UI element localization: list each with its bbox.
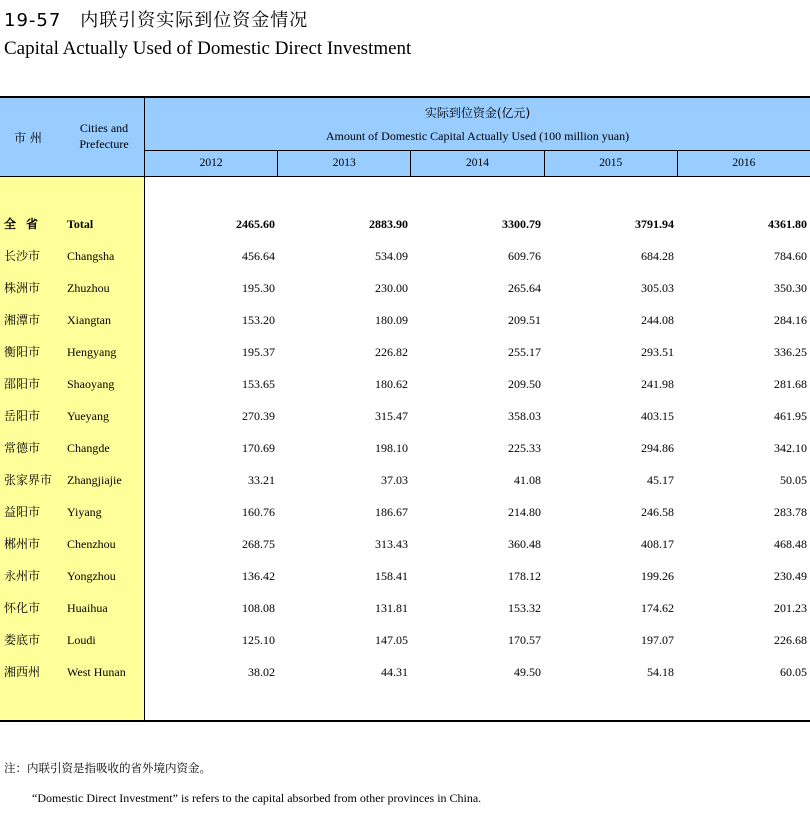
table-cell-value: 342.10 [774, 441, 807, 455]
table-cell-value: 209.50 [508, 377, 541, 391]
table-row [0, 470, 810, 490]
table-cell-value: 4361.80 [768, 217, 807, 231]
table-row-total [0, 214, 810, 234]
table-cell-value: 358.03 [508, 409, 541, 423]
row-label-english: Yongzhou [67, 569, 116, 583]
table-cell-value: 3791.94 [635, 217, 674, 231]
table-cell-value: 147.05 [375, 633, 408, 647]
table-cell-value: 41.08 [514, 473, 541, 487]
table-cell-value: 50.05 [780, 473, 807, 487]
table-cell-value: 2465.60 [236, 217, 275, 231]
table-cell-value: 49.50 [514, 665, 541, 679]
row-label-english: Loudi [67, 633, 96, 647]
group-header-chinese: 实际到位资金(亿元) [424, 106, 531, 120]
table-cell-value: 456.64 [242, 249, 275, 263]
table-cell-value: 186.67 [375, 505, 408, 519]
table-cell-value: 180.09 [375, 313, 408, 327]
table-row [0, 502, 810, 522]
table-cell-value: 54.18 [647, 665, 674, 679]
row-label-english: Zhangjiajie [67, 473, 122, 487]
table-cell-value: 45.17 [647, 473, 674, 487]
table-row [0, 406, 810, 426]
row-label-chinese: 长沙市 [4, 249, 41, 263]
table-cell-value: 125.10 [242, 633, 275, 647]
table-cell-value: 403.15 [641, 409, 674, 423]
row-label-english: West Hunan [67, 665, 126, 679]
year-header: 2015 [545, 151, 678, 177]
table-cell-value: 153.32 [508, 601, 541, 615]
table-cell-value: 294.86 [641, 441, 674, 455]
row-label-english: Zhuzhou [67, 281, 110, 295]
row-label-chinese: 株洲市 [4, 281, 41, 295]
table-cell-value: 283.78 [774, 505, 807, 519]
row-label-chinese: 常德市 [4, 441, 41, 455]
table-cell-value: 336.25 [774, 345, 807, 359]
table-row [0, 534, 810, 554]
table-cell-value: 315.47 [375, 409, 408, 423]
table-cell-value: 38.02 [248, 665, 275, 679]
row-label-english: Hengyang [67, 345, 117, 359]
row-label-chinese: 怀化市 [4, 601, 41, 615]
table-row [0, 566, 810, 586]
year-header: 2016 [732, 157, 756, 169]
row-label-chinese: 全省 [4, 217, 49, 231]
group-header-english: Amount of Domestic Capital Actually Used (100 million yuan) [325, 129, 630, 143]
table-cell-value: 60.05 [780, 665, 807, 679]
page-title-english: Capital Actually Used of Domestic Direct Investment [4, 38, 412, 59]
table-cell-value: 2883.90 [369, 217, 408, 231]
table-cell-value: 350.30 [774, 281, 807, 295]
row-label-english: Shaoyang [67, 377, 115, 391]
row-label-chinese: 岳阳市 [4, 409, 41, 423]
table-row [0, 246, 810, 266]
row-label-chinese: 湘潭市 [4, 313, 41, 327]
row-label-english: Changde [67, 441, 110, 455]
row-label-chinese: 湘西州 [4, 665, 41, 679]
table-cell-value: 178.12 [508, 569, 541, 583]
table-cell-value: 170.69 [242, 441, 275, 455]
row-label-english: Yiyang [67, 505, 102, 519]
year-header: 2013 [278, 151, 411, 177]
table-cell-value: 3300.79 [502, 217, 541, 231]
row-label-english: Yueyang [67, 409, 109, 423]
table-cell-value: 153.20 [242, 313, 275, 327]
table-cell-value: 293.51 [641, 345, 674, 359]
row-label-chinese: 邵阳市 [4, 377, 41, 391]
table-row [0, 278, 810, 298]
table-cell-value: 37.03 [381, 473, 408, 487]
table-cell-value: 244.08 [641, 313, 674, 327]
table-cell-value: 225.33 [508, 441, 541, 455]
table-row [0, 342, 810, 362]
table-cell-value: 534.09 [375, 249, 408, 263]
table-row [0, 438, 810, 458]
row-label-english: Xiangtan [67, 313, 111, 327]
row-label-chinese: 娄底市 [4, 633, 41, 647]
table-cell-value: 230.49 [774, 569, 807, 583]
row-label-chinese: 郴州市 [4, 537, 41, 551]
table-cell-value: 226.82 [375, 345, 408, 359]
page-title-chinese: 19-57 内联引资实际到位资金情况 [4, 10, 309, 31]
table-cell-value: 246.58 [641, 505, 674, 519]
table-cell-value: 408.17 [641, 537, 674, 551]
row-label-english: Total [67, 217, 94, 231]
table-cell-value: 158.41 [375, 569, 408, 583]
table-cell-value: 44.31 [381, 665, 408, 679]
table-cell-value: 108.08 [242, 601, 275, 615]
table-cell-value: 313.43 [375, 537, 408, 551]
table-cell-value: 180.62 [375, 377, 408, 391]
table-cell-value: 281.68 [774, 377, 807, 391]
table-cell-value: 136.42 [242, 569, 275, 583]
table-cell-value: 197.07 [641, 633, 674, 647]
data-table [0, 96, 810, 722]
table-cell-value: 226.68 [774, 633, 807, 647]
footnote-english: “Domestic Direct Investment” is refers to the capital absorbed from other provinces in China. [32, 791, 482, 805]
row-label-english: Chenzhou [67, 537, 116, 551]
row-label-chinese: 张家界市 [4, 473, 53, 487]
table-cell-value: 360.48 [508, 537, 541, 551]
table-row [0, 310, 810, 330]
table-cell-value: 160.76 [242, 505, 275, 519]
table-row [0, 630, 810, 650]
table-cell-value: 153.65 [242, 377, 275, 391]
row-label-english: Changsha [67, 249, 115, 263]
table-cell-value: 201.23 [774, 601, 807, 615]
table-cell-value: 305.03 [641, 281, 674, 295]
table-cell-value: 198.10 [375, 441, 408, 455]
table-cell-value: 265.64 [508, 281, 541, 295]
row-label-chinese: 衡阳市 [4, 345, 41, 359]
year-header-row [145, 150, 810, 177]
table-cell-value: 468.48 [774, 537, 807, 551]
row-label-chinese: 益阳市 [4, 505, 41, 519]
row-label-english: Huaihua [67, 601, 108, 615]
table-cell-value: 255.17 [508, 345, 541, 359]
stub-header-chinese: 市 州 [14, 131, 42, 145]
table-cell-value: 241.98 [641, 377, 674, 391]
stub-header-english: Cities and Prefecture [79, 121, 129, 151]
table-cell-value: 268.75 [242, 537, 275, 551]
table-row [0, 598, 810, 618]
table-cell-value: 174.62 [641, 601, 674, 615]
table-cell-value: 270.39 [242, 409, 275, 423]
table-row [0, 662, 810, 682]
table-cell-value: 209.51 [508, 313, 541, 327]
footnote-chinese: 注：内联引资是指吸收的省外境内资金。 [4, 761, 211, 775]
table-cell-value: 170.57 [508, 633, 541, 647]
table-cell-value: 230.00 [375, 281, 408, 295]
table-cell-value: 131.81 [375, 601, 408, 615]
stub-header-cell [0, 98, 145, 176]
table-cell-value: 609.76 [508, 249, 541, 263]
table-cell-value: 284.16 [774, 313, 807, 327]
table-cell-value: 461.95 [774, 409, 807, 423]
table-cell-value: 199.26 [641, 569, 674, 583]
row-label-chinese: 永州市 [4, 569, 41, 583]
year-header: 2014 [411, 151, 544, 177]
table-cell-value: 195.37 [242, 345, 275, 359]
table-cell-value: 214.80 [508, 505, 541, 519]
table-cell-value: 195.30 [242, 281, 275, 295]
table-cell-value: 784.60 [774, 249, 807, 263]
table-cell-value: 33.21 [248, 473, 275, 487]
table-row [0, 374, 810, 394]
year-header: 2012 [145, 151, 278, 177]
table-cell-value: 684.28 [641, 249, 674, 263]
